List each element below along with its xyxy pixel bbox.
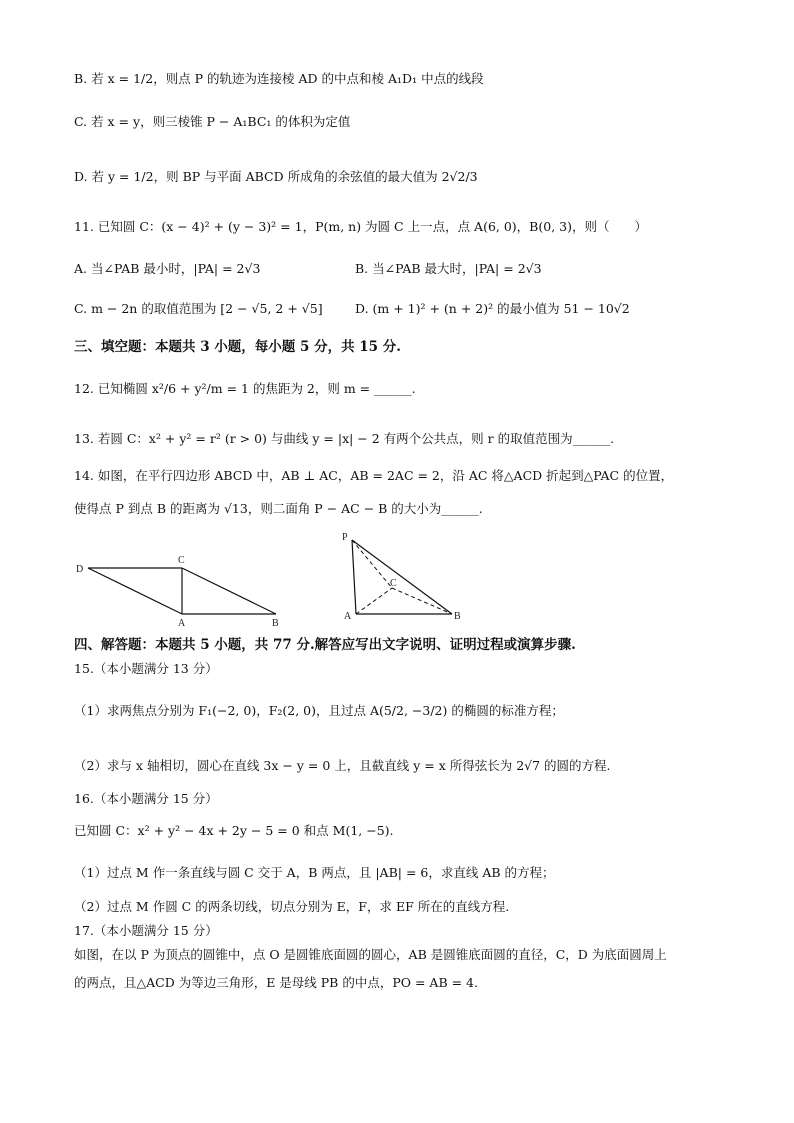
question-17-line1: 如图，在以 P 为顶点的圆锥中，点 O 是圆锥底面圆的圆心，AB 是圆锥底面圆的直径，C，D 为底面圆周上	[74, 947, 667, 962]
question-14-line2: 使得点 P 到点 B 的距离为 √13，则二面角 P − AC − B 的大小为______.	[74, 501, 483, 516]
option-b-q11: B. 当∠PAB 最大时，|PA| = 2√3	[355, 261, 542, 276]
question-16-stem: 已知圆 C：x² + y² − 4x + 2y − 5 = 0 和点 M(1, −5).	[74, 823, 394, 838]
question-17-line2: 的两点，且△ACD 为等边三角形，E 是母线 PB 的中点，PO = AB = 4.	[74, 975, 478, 990]
figure-parallelogram	[72, 528, 292, 628]
question-16-part2: （2）过点 M 作圆 C 的两条切线，切点分别为 E，F，求 EF 所在的直线方程.	[74, 899, 510, 914]
option-b-q10: B. 若 x = 1/2，则点 P 的轨迹为连接棱 AD 的中点和棱 A₁D₁ 中点的线段	[74, 71, 484, 86]
question-15-part1: （1）求两焦点分别为 F₁(−2, 0)，F₂(2, 0)，且过点 A(5/2, −3/2) 的椭圆的标准方程；	[74, 703, 564, 718]
question-15: 15.（本小题满分 13 分）	[74, 661, 218, 676]
question-15-part2: （2）求与 x 轴相切，圆心在直线 3x − y = 0 上，且截直线 y = x 所得弦长为 2√7 的圆的方程.	[74, 758, 611, 773]
label-A: A	[178, 618, 186, 628]
question-14-line1: 14. 如图，在平行四边形 ABCD 中，AB ⊥ AC，AB = 2AC = 2，沿 AC 将△ACD 折起到△PAC 的位置，	[74, 468, 674, 483]
label-B2: B	[454, 611, 461, 622]
option-c-q10: C. 若 x = y，则三棱锥 P − A₁BC₁ 的体积为定值	[74, 114, 351, 129]
question-11: 11. 已知圆 C：(x − 4)² + (y − 3)² = 1，P(m, n) 为圆 C 上一点，点 A(6, 0)，B(0, 3)，则（ ）	[74, 219, 647, 234]
label-A2: A	[344, 611, 352, 622]
label-C: C	[178, 555, 185, 566]
question-16: 16.（本小题满分 15 分）	[74, 791, 218, 806]
label-D: D	[76, 564, 84, 575]
label-C2: C	[390, 578, 397, 589]
option-d-q10: D. 若 y = 1/2，则 BP 与平面 ABCD 所成角的余弦值的最大值为 2√2/3	[74, 169, 478, 184]
option-d-q11: D. (m + 1)² + (n + 2)² 的最小值为 51 − 10√2	[355, 301, 630, 316]
question-13: 13. 若圆 C：x² + y² = r² (r > 0) 与曲线 y = |x| − 2 有两个公共点，则 r 的取值范围为______.	[74, 431, 615, 446]
question-17: 17.（本小题满分 15 分）	[74, 923, 218, 938]
label-B: B	[272, 618, 279, 628]
figure-folded	[336, 528, 476, 628]
section-4-heading: 四、解答题：本题共 5 小题，共 77 分.解答应写出文字说明、证明过程或演算步骤.	[74, 637, 576, 653]
question-16-part1: （1）过点 M 作一条直线与圆 C 交于 A，B 两点，且 |AB| = 6，求直线 AB 的方程；	[74, 865, 555, 880]
option-a-q11: A. 当∠PAB 最小时，|PA| = 2√3	[74, 261, 261, 276]
label-P: P	[342, 532, 348, 543]
section-3-heading: 三、填空题：本题共 3 小题，每小题 5 分，共 15 分.	[74, 339, 401, 355]
option-c-q11: C. m − 2n 的取值范围为 [2 − √5, 2 + √5]	[74, 301, 323, 316]
question-12: 12. 已知椭圆 x²/6 + y²/m = 1 的焦距为 2，则 m = ______.	[74, 381, 416, 396]
